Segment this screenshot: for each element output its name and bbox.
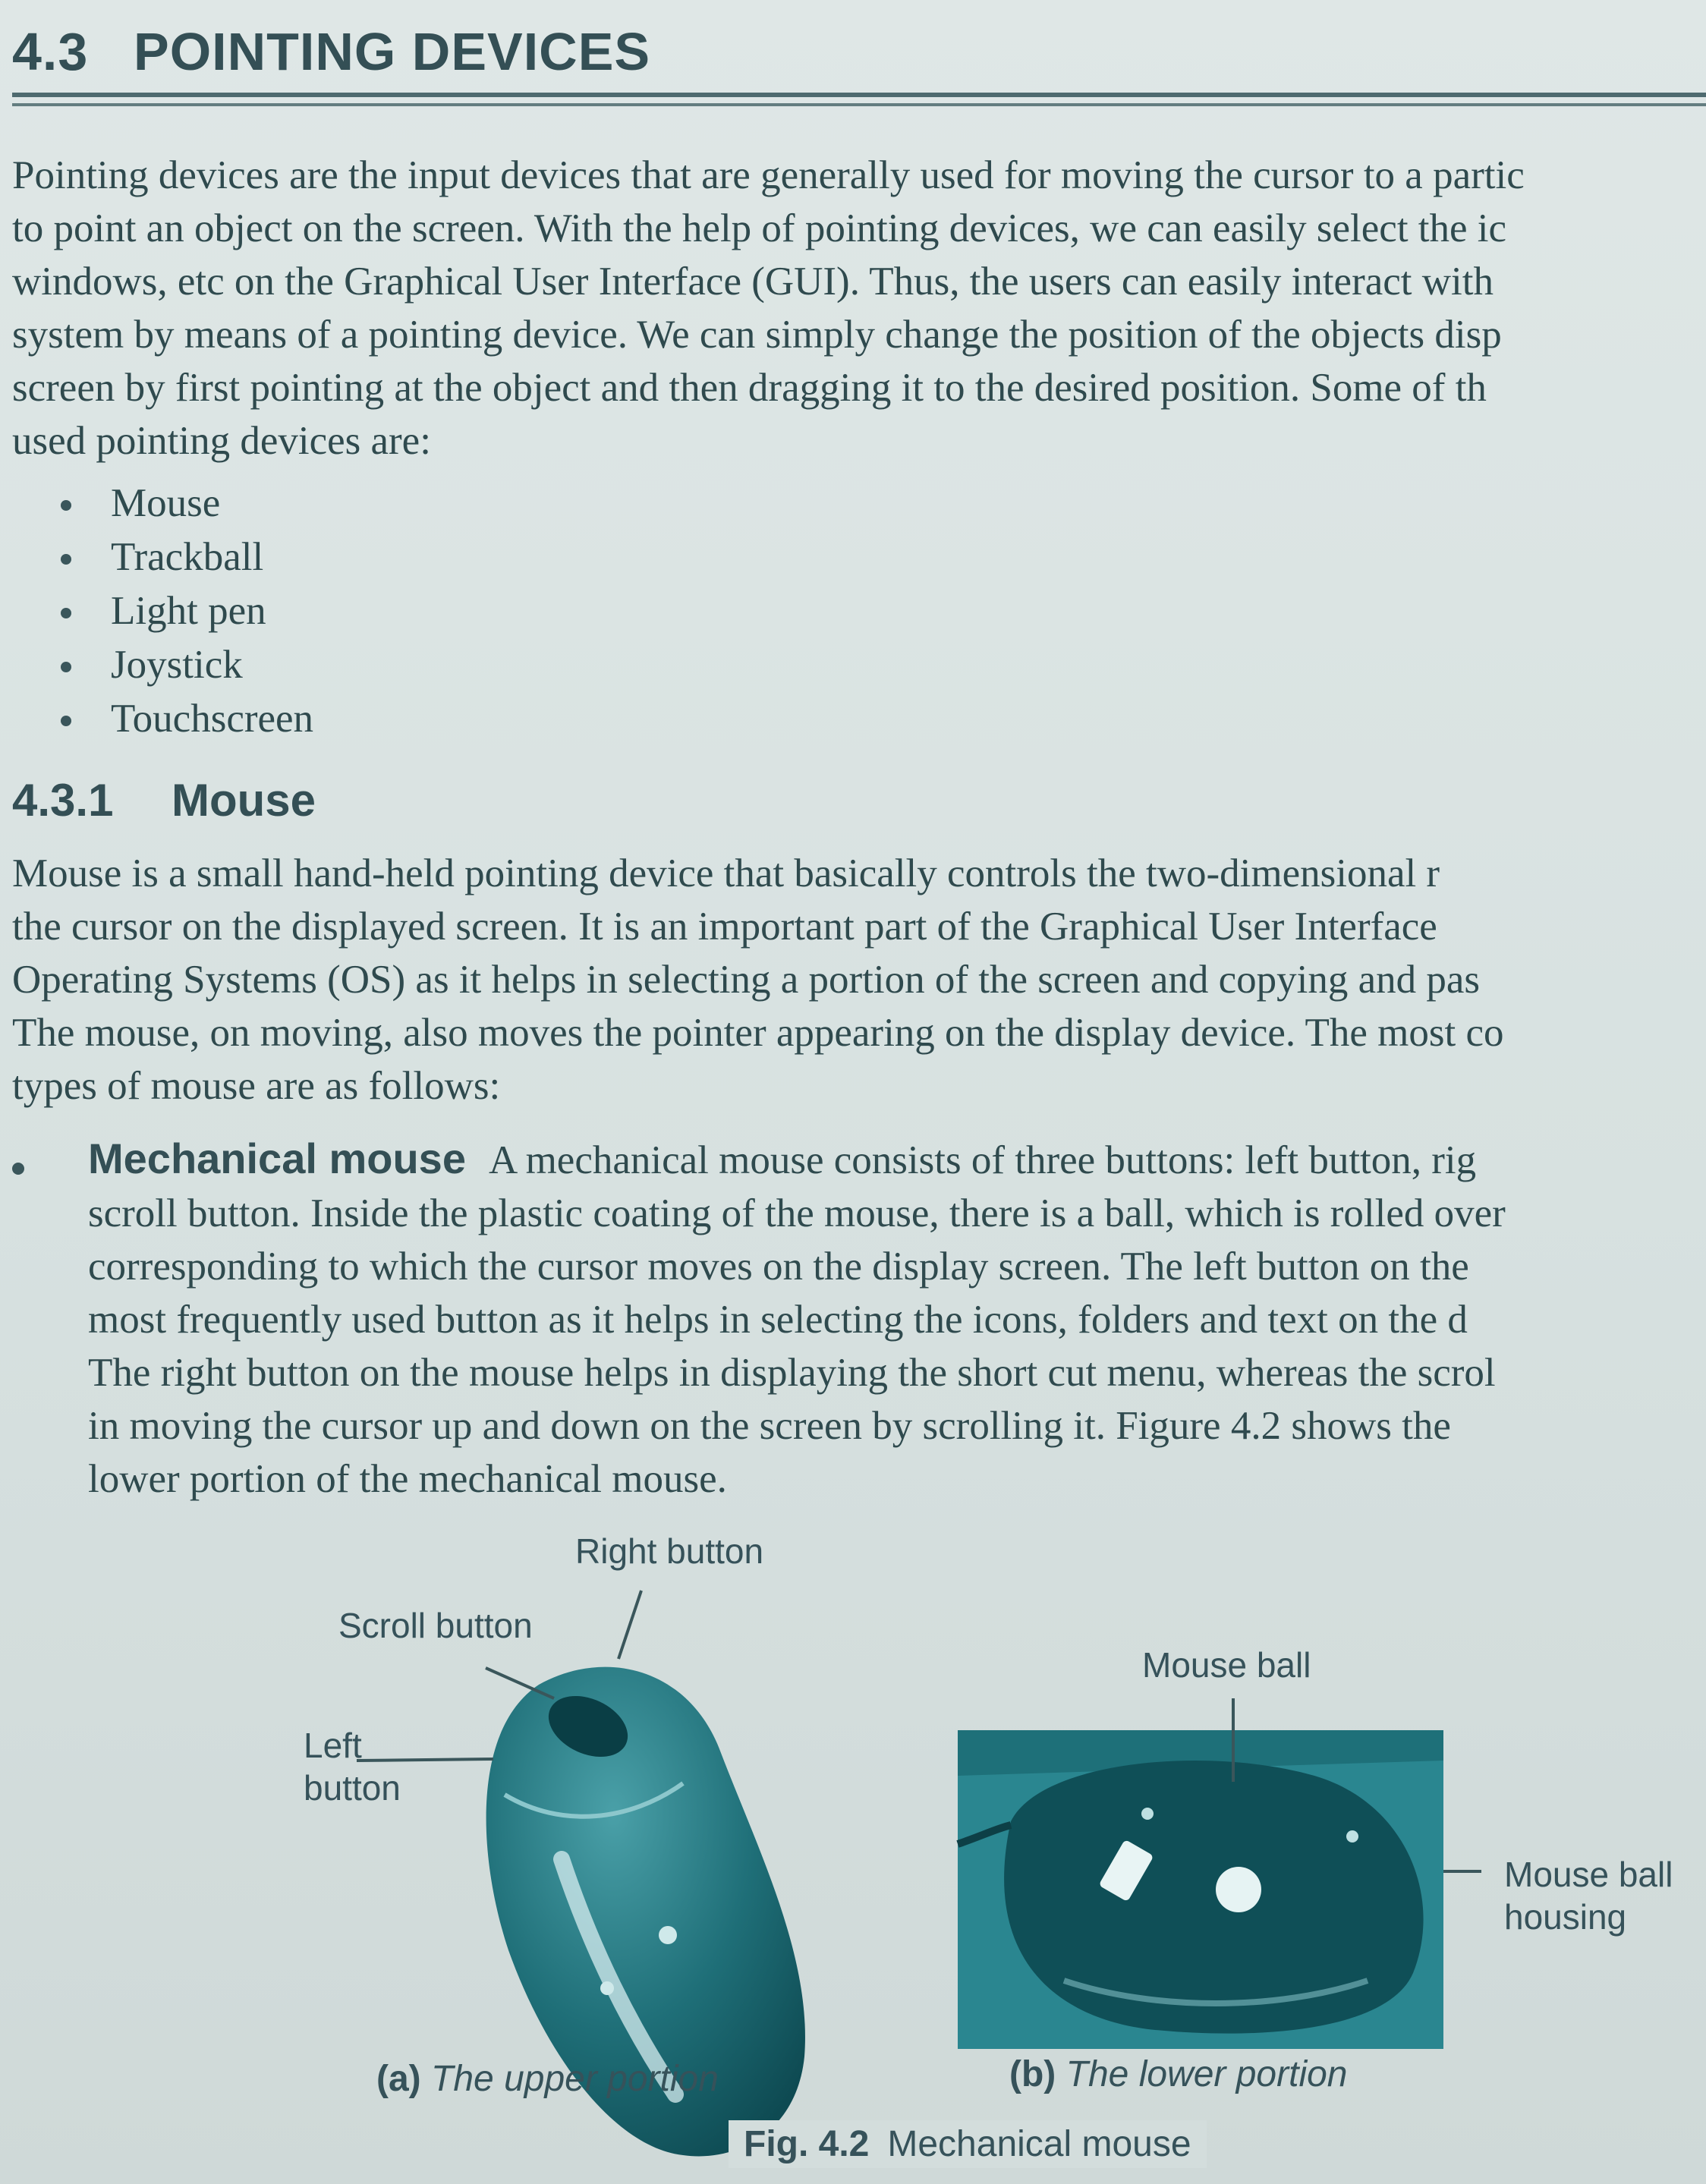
label-housing-line1: Mouse ball: [1504, 1855, 1673, 1894]
subsection-title: Mouse: [172, 775, 316, 826]
label-left-button-line2: button: [304, 1768, 401, 1808]
caption-b: (b) The lower portion: [1009, 2054, 1348, 2094]
bullet-icon: [61, 608, 71, 618]
text-line: The mouse, on moving, also moves the pointer appearing on the display device. The most co: [12, 1011, 1504, 1055]
callout-lines: [0, 1518, 1706, 2184]
figure-caption: [729, 2120, 1207, 2168]
bullet-icon: [61, 500, 71, 511]
intro-paragraph: [12, 149, 1525, 467]
text-line: the cursor on the displayed screen. It is an important part of the Graphical User Interface: [12, 905, 1437, 949]
section-heading: [12, 21, 650, 82]
list-item: Touchscreen: [61, 692, 313, 746]
label-left-button-line1: Left: [304, 1726, 362, 1765]
text-line: lower portion of the mechanical mouse.: [88, 1457, 727, 1501]
figure-number: Fig. 4.2: [744, 2124, 870, 2164]
mouse-paragraph: [12, 847, 1503, 1112]
label-mouse-ball: Mouse ball: [1142, 1645, 1311, 1685]
text-line: The right button on the mouse helps in displaying the short cut menu, whereas the scrol: [88, 1351, 1496, 1395]
list-item: Joystick: [61, 638, 313, 692]
caption-a: (a) The upper portion: [376, 2059, 719, 2099]
section-number: 4.3: [12, 22, 89, 81]
text-line: to point an object on the screen. With the help of pointing devices, we can easily select the ic: [12, 206, 1507, 250]
label-scroll-button: Scroll button: [338, 1606, 533, 1645]
text-line: in moving the cursor up and down on the screen by scrolling it. Figure 4.2 shows the: [88, 1404, 1451, 1448]
bullet-icon: [61, 662, 71, 672]
list-item: Mouse: [61, 477, 313, 530]
list-item: Trackball: [61, 530, 313, 584]
text-line: types of mouse are as follows:: [12, 1064, 501, 1108]
text-line: Mechanical mouse A mechanical mouse consists of three buttons: left button, rig: [88, 1134, 1477, 1182]
text-line: most frequently used button as it helps in selecting the icons, folders and text on the d: [88, 1298, 1468, 1342]
label-right-button: Right button: [575, 1531, 764, 1571]
text-line: Pointing devices are the input devices that are generally used for moving the cursor to a partic: [12, 153, 1525, 197]
text-line: used pointing devices are:: [12, 419, 431, 463]
bullet-icon: [61, 554, 71, 565]
text-line: windows, etc on the Graphical User Interface (GUI). Thus, the users can easily interact with: [12, 260, 1494, 304]
text-line: screen by first pointing at the object and then dragging it to the desired position. Some of th: [12, 366, 1487, 410]
label-housing-line2: housing: [1504, 1897, 1627, 1937]
text-line: system by means of a pointing device. We can simply change the position of the objects disp: [12, 313, 1502, 357]
term-mechanical-mouse: Mechanical mouse: [88, 1134, 466, 1182]
subsection-heading: [12, 774, 316, 826]
text-line: Operating Systems (OS) as it helps in selecting a portion of the screen and copying and pas: [12, 958, 1481, 1002]
text-line: scroll button. Inside the plastic coating of the mouse, there is a ball, which is rolled over: [88, 1191, 1506, 1235]
mechanical-mouse-paragraph: [88, 1132, 1506, 1506]
pointing-device-list: [61, 477, 313, 746]
figure-mechanical-mouse: [0, 1518, 1706, 2184]
text-line: corresponding to which the cursor moves on the display screen. The left button on the: [88, 1245, 1469, 1289]
bullet-icon: [12, 1163, 24, 1175]
heading-rule-secondary: [12, 103, 1706, 106]
subsection-number: 4.3.1: [12, 775, 114, 826]
heading-rule: [12, 93, 1706, 97]
list-item: Light pen: [61, 584, 313, 638]
section-title: POINTING DEVICES: [134, 22, 651, 81]
bullet-icon: [61, 716, 71, 726]
text-line: Mouse is a small hand-held pointing device that basically controls the two-dimensional r: [12, 851, 1440, 895]
figure-title: Mechanical mouse: [887, 2124, 1191, 2164]
